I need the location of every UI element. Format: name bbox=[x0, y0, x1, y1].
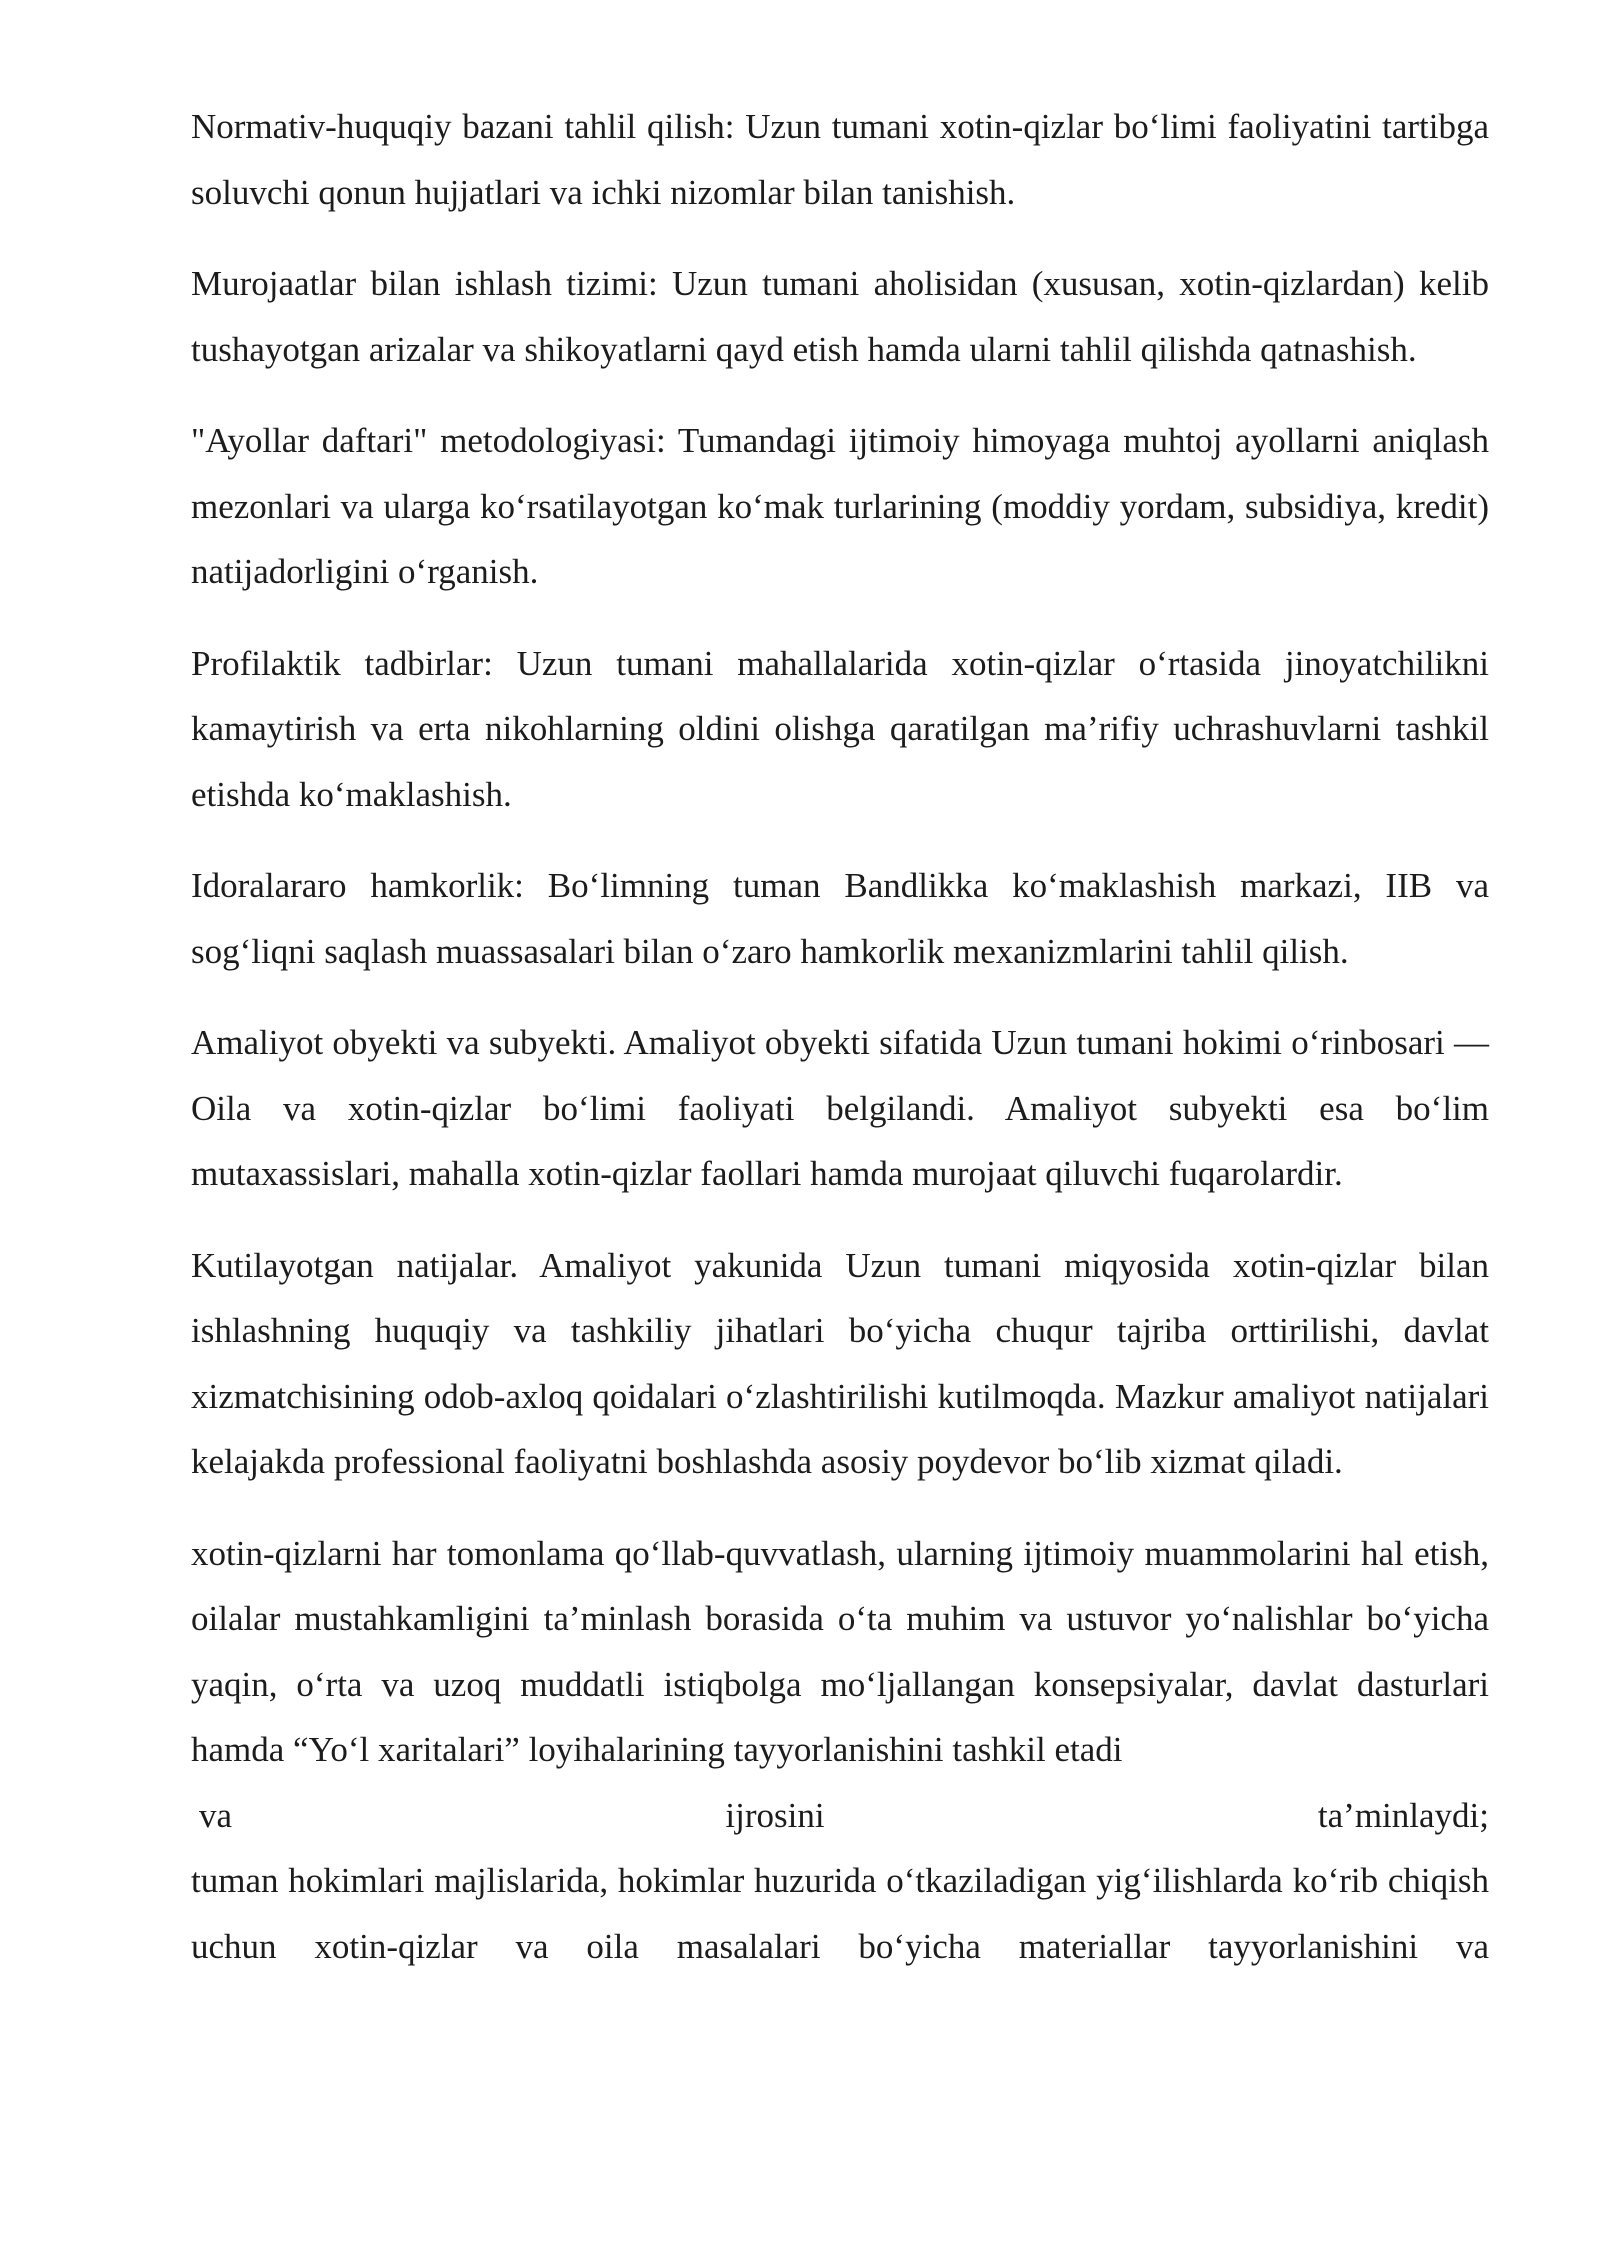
paragraph-preventive-measures: Profilaktik tadbirlar: Uzun tumani mahallalarida xotin-qizlar o‘rtasida jinoyatchilikni kamaytirish va erta nikohlarning oldini olishga qaratilgan ma’rifiy uchrashuvlarni tashkil etishda ko‘maklashish. bbox=[191, 643, 1489, 814]
document-page bbox=[191, 94, 1489, 1979]
paragraph-interagency-cooperation: Idoralararo hamkorlik: Bo‘limning tuman Bandlikka ko‘maklashish markazi, IIB va sog‘liqni saqlash muassasalari bilan o‘zaro hamkorlik mexanizmlarini tahlil qilish. bbox=[191, 866, 1489, 971]
stretched-word-2: ijrosini bbox=[725, 1795, 825, 1835]
paragraph-normative-basis: Normativ-huquqiy bazani tahlil qilish: Uzun tumani xotin-qizlar bo‘limi faoliyatini tartibga soluvchi qonun hujjatlari va ichki nizomlar bilan tanishish. bbox=[191, 107, 1489, 212]
stretched-line bbox=[191, 1783, 1489, 1849]
stretched-word-1: va bbox=[199, 1795, 233, 1835]
paragraph-expected-results: Kutilayotgan natijalar. Amaliyot yakunida Uzun tumani miqyosida xotin-qizlar bilan ishlashning huquqiy va tashkiliy jihatlari bo‘yicha chuqur tajriba orttirilishi, davlat xizmatchisining odob-axloq qoidalari o‘zlashtirilishi kutilmoqda. Mazkur amaliyot natijalari kelajakda professional faoliyatni boshlashda asosiy poydevor bo‘lib xizmat qiladi. bbox=[191, 1245, 1489, 1481]
paragraph-appeals-system: Murojaatlar bilan ishlash tizimi: Uzun tumani aholisidan (xususan, xotin-qizlardan) kelib tushayotgan arizalar va shikoyatlarni qayd etish hamda ularni tahlil qilishda qatnashish. bbox=[191, 264, 1489, 369]
paragraph-support-duties: xotin-qizlarni har tomonlama qo‘llab-quvvatlash, ularning ijtimoiy muammolarini hal etish, oilalar mustahkamligini ta’minlash borasida o‘ta muhim va ustuvor yo‘nalishlar bo‘yicha yaqin, o‘rta va uzoq muddatli istiqbolga mo‘ljallangan konsepsiyalar, davlat dasturlari hamda “Yo‘l xaritalari” loyihalarining tayyorlanishini tashkil etadi bbox=[191, 1533, 1489, 1769]
stretched-word-3: ta’minlaydi; bbox=[1317, 1795, 1489, 1835]
paragraph-women-register: "Ayollar daftari" metodologiyasi: Tumandagi ijtimoiy himoyaga muhtoj ayollarni aniqlash mezonlari va ularga ko‘rsatilayotgan ko‘mak turlarining (moddiy yordam, subsidiya, kredit) natijadorligini o‘rganish. bbox=[191, 421, 1489, 591]
paragraph-continuation: tuman hokimlari majlislarida, hokimlar huzurida o‘tkaziladigan yig‘ilishlarda ko‘rib chiqish uchun xotin-qizlar va oila masalalari bo‘yicha materiallar tayyorlanishini va bbox=[191, 1861, 1489, 1966]
paragraph-object-subject: Amaliyot obyekti va subyekti. Amaliyot obyekti sifatida Uzun tumani hokimi o‘rinbosari — Oila va xotin-qizlar bo‘limi faoliyati belgilandi. Amaliyot subyekti esa bo‘lim mutaxassislari, mahalla xotin-qizlar faollari hamda murojaat qiluvchi fuqarolardir. bbox=[191, 1023, 1489, 1193]
